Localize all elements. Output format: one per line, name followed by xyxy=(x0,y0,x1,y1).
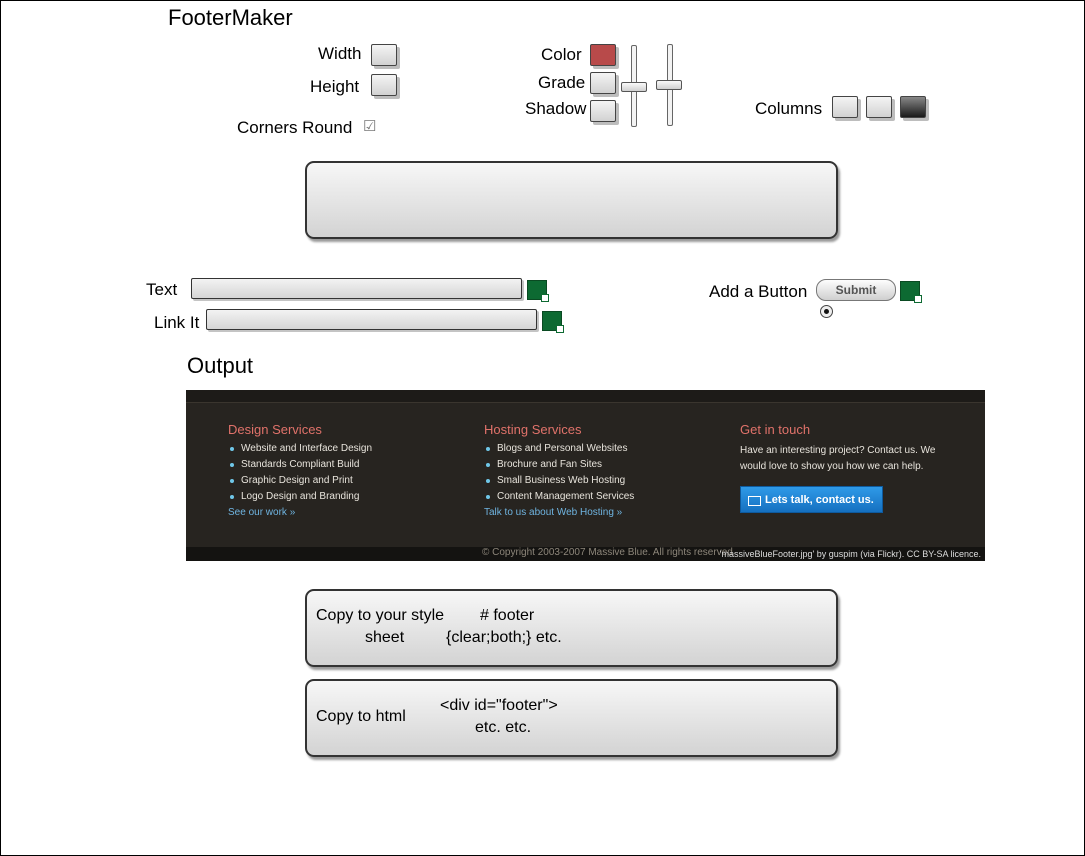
output-top-bar xyxy=(186,390,985,403)
copy-html-code-line1: <div id="footer"> xyxy=(440,697,558,714)
footer-output-image xyxy=(186,390,985,561)
list-item: Website and Interface Design xyxy=(228,443,372,454)
slider-thumb-1[interactable] xyxy=(621,82,647,92)
copy-css-label-line1: Copy to your style xyxy=(316,607,445,624)
get-in-touch-text: Have an interesting project? Contact us. We would love to show you how we can help. xyxy=(740,445,936,472)
shadow-input[interactable] xyxy=(590,100,616,122)
list-item: Standards Compliant Build xyxy=(228,459,372,470)
width-input[interactable] xyxy=(371,44,397,66)
image-credit: 'massiveBlueFooter.jpg' by guspim (via Flickr). CC BY-SA licence. xyxy=(719,549,981,559)
envelope-icon xyxy=(748,496,761,506)
list-item: Blogs and Personal Websites xyxy=(484,443,634,454)
list-item: Logo Design and Branding xyxy=(228,491,372,502)
get-in-touch-column xyxy=(740,422,960,475)
link-color-picker[interactable] xyxy=(542,311,562,331)
color-swatch[interactable] xyxy=(590,44,616,66)
copy-css-box[interactable] xyxy=(305,589,838,667)
footer-preview-box xyxy=(305,161,838,239)
copy-html-label: Copy to html xyxy=(316,708,406,725)
list-item: Brochure and Fan Sites xyxy=(484,459,634,470)
hosting-services-column xyxy=(484,422,634,518)
columns-label: Columns xyxy=(755,99,823,118)
grade-label: Grade xyxy=(538,73,586,92)
link-label: Link It xyxy=(154,313,200,332)
copy-css-code-line1: # footer xyxy=(480,607,535,624)
copyright-text: © Copyright 2003-2007 Massive Blue. All rights reserved xyxy=(482,547,733,558)
copy-css-label-line2: sheet xyxy=(365,629,405,646)
copy-css-code-line2: {clear;both;} etc. xyxy=(446,629,562,646)
columns-option-2[interactable] xyxy=(866,96,892,118)
copy-html-code-line2: etc. etc. xyxy=(475,719,532,736)
add-button-label: Add a Button xyxy=(709,282,808,301)
hosting-link: Talk to us about Web Hosting » xyxy=(484,507,623,518)
text-label: Text xyxy=(146,280,178,299)
grade-input[interactable] xyxy=(590,72,616,94)
button-radio[interactable] xyxy=(820,305,833,318)
list-item: Graphic Design and Print xyxy=(228,475,372,486)
list-item: Content Management Services xyxy=(484,491,634,502)
contact-button-label: Lets talk, contact us. xyxy=(765,494,874,506)
shadow-label: Shadow xyxy=(525,99,587,118)
corners-round-checkbox[interactable]: ☑ xyxy=(363,118,377,135)
columns-option-1[interactable] xyxy=(832,96,858,118)
width-label: Width xyxy=(318,44,362,63)
output-title: Output xyxy=(187,353,254,378)
button-color-picker[interactable] xyxy=(900,281,920,301)
column-heading: Design Services xyxy=(228,422,322,437)
text-color-picker[interactable] xyxy=(527,280,547,300)
contact-button xyxy=(740,486,883,513)
link-input[interactable] xyxy=(206,309,537,330)
color-label: Color xyxy=(541,45,582,64)
height-input[interactable] xyxy=(371,74,397,96)
column-heading: Hosting Services xyxy=(484,422,582,437)
list-item: Small Business Web Hosting xyxy=(484,475,634,486)
see-our-work-link: See our work » xyxy=(228,507,296,518)
height-label: Height xyxy=(310,77,360,96)
column-heading: Get in touch xyxy=(740,422,811,437)
app-title: FooterMaker xyxy=(168,5,293,30)
corners-round-label: Corners Round xyxy=(237,118,353,137)
slider-thumb-2[interactable] xyxy=(656,80,682,90)
columns-option-3[interactable] xyxy=(900,96,926,118)
design-services-column xyxy=(228,422,372,518)
text-input[interactable] xyxy=(191,278,522,299)
submit-button[interactable]: Submit xyxy=(816,279,896,301)
